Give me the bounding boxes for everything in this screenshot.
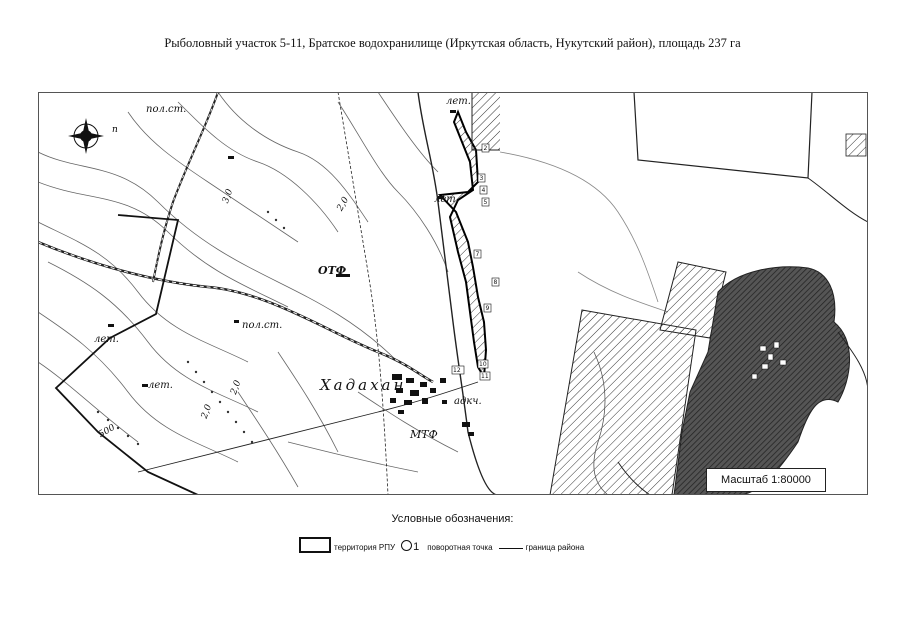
scale-label: Масштаб 1:80000 bbox=[706, 468, 826, 492]
label-let-3: лет. bbox=[94, 334, 119, 345]
legend-title: Условные обозначения: bbox=[391, 513, 514, 525]
compass-n-label: п bbox=[112, 125, 118, 135]
svg-text:3: 3 bbox=[479, 175, 484, 182]
label-pol-st-2: пол.ст. bbox=[242, 320, 283, 331]
label-pol-st-1: пол.ст. bbox=[146, 104, 187, 115]
label-contour-2b: 2,0 bbox=[199, 403, 215, 421]
legend-territory-label: территория РПУ bbox=[334, 543, 396, 552]
label-contour-500: 500 bbox=[97, 422, 117, 441]
svg-text:9: 9 bbox=[485, 305, 490, 312]
turn-point-marker[interactable] bbox=[478, 360, 488, 368]
turn-point-marker[interactable] bbox=[492, 278, 499, 286]
legend bbox=[299, 533, 584, 553]
legend-turn-point-label: поворотная точка bbox=[427, 543, 493, 552]
label-adkch: адкч. bbox=[454, 396, 482, 407]
svg-text:8: 8 bbox=[493, 279, 498, 286]
page-title: Рыболовный участок 5-11, Братское водохранилище (Иркутская область, Нукутский район), площадь 237 га bbox=[164, 36, 741, 50]
turn-point-marker[interactable] bbox=[452, 366, 464, 374]
svg-text:5: 5 bbox=[483, 199, 488, 206]
label-khadakhan: Хадахан bbox=[320, 376, 407, 394]
label-let-2: лет. bbox=[434, 194, 459, 205]
turn-point-marker[interactable] bbox=[482, 144, 489, 152]
turn-point-marker[interactable] bbox=[482, 198, 489, 206]
legend-territory-swatch bbox=[299, 537, 331, 553]
svg-text:7: 7 bbox=[475, 251, 480, 258]
legend-border-line-icon bbox=[499, 548, 523, 549]
turn-point-marker[interactable] bbox=[480, 186, 487, 194]
label-let-4: лет. bbox=[148, 380, 173, 391]
turn-point-marker[interactable] bbox=[480, 372, 490, 380]
turn-point-marker[interactable] bbox=[478, 174, 485, 182]
svg-text:2: 2 bbox=[483, 145, 488, 152]
svg-text:4: 4 bbox=[481, 187, 486, 194]
label-contour-2a: 2,0 bbox=[335, 195, 352, 213]
legend-turn-point-icon bbox=[401, 540, 412, 551]
legend-border-label: граница района bbox=[525, 543, 585, 552]
legend-turn-point-number: 1 bbox=[413, 541, 420, 553]
turn-point-marker[interactable] bbox=[484, 304, 491, 312]
map-area[interactable] bbox=[38, 92, 868, 495]
label-mtf: МТФ bbox=[410, 428, 438, 441]
map-canvas bbox=[38, 92, 868, 495]
label-contour-3: 3,0 bbox=[221, 187, 236, 205]
svg-text:10: 10 bbox=[479, 361, 487, 368]
svg-text:11: 11 bbox=[481, 373, 489, 380]
raster-map-right bbox=[500, 92, 868, 495]
turn-point-marker[interactable] bbox=[474, 250, 481, 258]
label-let-1: лет. bbox=[446, 96, 471, 107]
svg-text:12: 12 bbox=[453, 367, 461, 374]
label-contour-2c: 2,0 bbox=[229, 379, 244, 397]
label-otf: ОТФ bbox=[318, 264, 347, 277]
